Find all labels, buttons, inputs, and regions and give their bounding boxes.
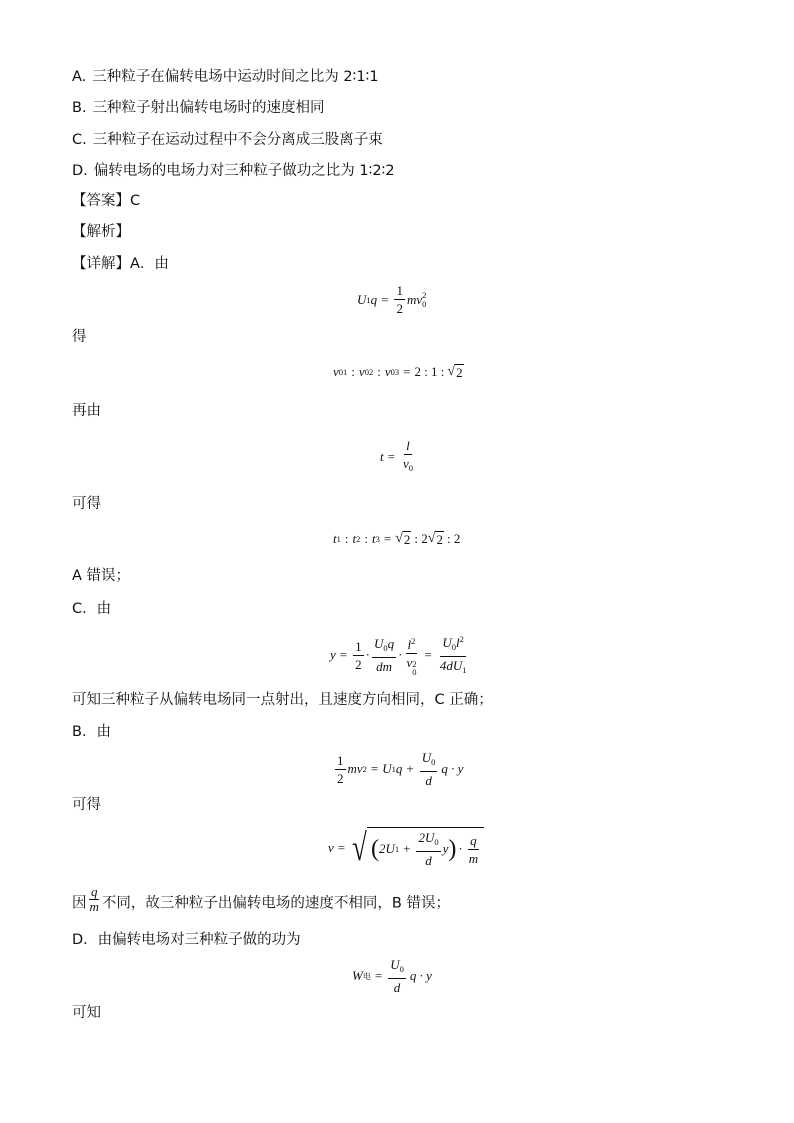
eq5-half	[353, 639, 364, 672]
eq7-v: v	[328, 839, 334, 855]
eq1-mv: mv	[406, 291, 423, 307]
eq4-root1: 2	[403, 532, 411, 547]
eq6-half-den: 2	[337, 770, 344, 786]
equation-work: W 电 = $\frac{U_0}{d}$ q · y	[352, 957, 432, 995]
b-conclusion	[72, 884, 450, 914]
eq6-plus: +	[406, 761, 414, 776]
b-intro: B．由	[72, 724, 111, 740]
b-conclusion-pre: 因	[72, 895, 87, 912]
eq3-fraction	[401, 438, 415, 476]
eq8-w-sub: 电	[362, 971, 371, 981]
eq7-y: y	[442, 841, 449, 856]
d-intro: D．由偏转电场对三种粒子做的功为	[72, 932, 301, 948]
eq7-f-sub: 0	[434, 837, 439, 847]
eq1-sup: 2	[422, 289, 427, 300]
eq5-f4-u: U	[442, 635, 452, 650]
option-b	[72, 98, 325, 118]
eq5-f2-q: q	[387, 636, 395, 651]
eq7-plus: +	[403, 841, 411, 856]
eq7-qm	[467, 833, 480, 866]
eq6-mv: mv	[347, 761, 363, 776]
eq4-t2: t	[352, 531, 357, 546]
eq1-equals: =	[381, 291, 389, 307]
eq6-half-num: 1	[337, 752, 344, 768]
eq4-end: : 2	[446, 531, 461, 546]
option-a-text: 三种粒子在偏转电场中运动时间之比为 2∶1∶1	[92, 69, 379, 85]
eq6-f-sub: 0	[431, 757, 436, 767]
eq5-f4-den-sub: 1	[462, 665, 467, 675]
eq2-ratio: 2 : 1 :	[414, 364, 445, 379]
inline-q-over-m	[88, 885, 101, 914]
eq6-half	[335, 753, 346, 786]
eq5-f3-v: v	[406, 655, 413, 670]
eq5-half-num: 1	[355, 638, 362, 654]
eq5-f3-l: l	[407, 637, 412, 652]
eq5-f4-den: 4dU	[439, 658, 463, 673]
eq2-s1: 01	[338, 367, 348, 377]
eq4-s3: 3	[375, 534, 380, 544]
eq7-2u1-sub: 1	[394, 844, 400, 854]
eq5-frac4	[438, 632, 469, 678]
eq3-den-sub: 0	[408, 463, 413, 473]
option-d-text: 偏转电场的电场力对三种粒子做功之比为 1∶2∶2	[93, 163, 395, 179]
eq8-w: W	[352, 968, 363, 983]
b-conclusion-post: 不同，故三种粒子出偏转电场的速度不相同，B 错误；	[101, 895, 450, 912]
eq2-root: 2	[456, 365, 463, 380]
eq8-qy: q · y	[409, 968, 432, 983]
equation-velocity: v = √ ( 2U 1 + $\frac{2U_0}{d}$ y ) · $\frac{q}{m}$	[328, 827, 484, 868]
answer-label: 【答案】C	[72, 193, 141, 209]
eq5-f4-l: l	[456, 635, 460, 650]
eq1-den: 2	[396, 301, 403, 316]
eq7-f-u: 2U	[418, 830, 435, 845]
equation-energy	[357, 283, 426, 316]
eq6-frac	[420, 750, 438, 788]
word-de: 得	[72, 329, 87, 345]
inline-q: q	[90, 884, 98, 899]
eq4-s2: 2	[356, 534, 361, 544]
eq6-q: q	[395, 761, 403, 776]
eq1-sub: 0	[422, 298, 427, 309]
eq5-f3-den-sub: 0	[412, 667, 417, 677]
option-a	[72, 67, 379, 87]
eq4-s1: 1	[336, 534, 341, 544]
option-b-text: 三种粒子射出偏转电场时的速度相同	[92, 100, 325, 116]
eq6-f-u: U	[421, 750, 432, 765]
eq8-f-u: U	[390, 957, 400, 972]
eq3-t: t	[380, 449, 384, 464]
eq4-t3: t	[372, 531, 376, 546]
eq5-half-den: 2	[355, 656, 362, 672]
eq5-f2-den: dm	[376, 659, 392, 674]
option-d-letter: D.	[72, 163, 88, 179]
eq7-g-num: q	[470, 832, 477, 848]
eq5-y: y	[330, 647, 336, 662]
eq8-frac	[388, 957, 406, 995]
word-kede-1: 可得	[72, 496, 101, 512]
eq5-f2-sub: 0	[383, 643, 388, 653]
c-conclusion: 可知三种粒子从偏转电场同一点射出，且速度方向相同，C 正确；	[72, 692, 493, 708]
eq2-s2: 02	[364, 367, 374, 377]
eq5-f2-u: U	[373, 636, 384, 651]
detail-intro: 【详解】A．由	[72, 256, 169, 272]
equation-time: t = $\frac{l}{v_0}$	[380, 438, 417, 476]
word-kede-2: 可得	[72, 797, 101, 813]
eq1-lhs-q: q	[370, 291, 378, 307]
eq2-v2: v	[358, 364, 365, 379]
a-conclusion: A 错误；	[72, 568, 131, 584]
eq5-f3-den-sup: 2	[412, 659, 417, 669]
eq7-radical: √ ( 2U 1 + $\frac{2U_0}{d}$ y ) · $\frac{q}{m}$	[349, 827, 484, 868]
equation-deflection: y = $\frac{1}{2}$ · $\frac{U_0q}{dm}$ · $l^2$ v 2 0 = $\frac{U_0l^2}{4dU_1}$	[330, 634, 467, 677]
analysis-label: 【解析】	[72, 224, 130, 240]
eq6-u1: U	[382, 761, 392, 776]
eq4-root2: 2	[436, 532, 443, 547]
option-b-letter: B.	[72, 100, 87, 116]
eq6-u1-sub: 1	[391, 764, 396, 774]
eq5-f4-sub: 0	[451, 642, 457, 652]
eq6-f-den: d	[425, 773, 432, 788]
eq7-2u1: 2U	[378, 841, 395, 856]
equation-time-ratio: t 1 : t 2 : t 3 = √ 2 : 2 √ 2 : 2	[333, 531, 461, 547]
word-zaiyou: 再由	[72, 403, 101, 419]
option-d	[72, 161, 395, 181]
option-c-letter: C.	[72, 132, 87, 148]
eq1-lhs: U	[357, 291, 367, 307]
eq2-s3: 03	[390, 367, 400, 377]
eq3-num: l	[406, 438, 410, 453]
eq1-lhs-sub: 1	[366, 294, 371, 305]
equation-energy-b: $\frac{1}{2}$ mv 2 = U 1 q + $\frac{U_0}{d}$ q · y	[337, 750, 464, 788]
inline-m: m	[89, 899, 99, 914]
equation-velocity-ratio: v 01 : v 02 : v 03 = 2 : 1 : √ 2	[333, 364, 463, 380]
option-a-letter: A.	[72, 69, 87, 85]
option-c	[72, 130, 383, 150]
eq4-t1: t	[333, 531, 337, 546]
eq4-mid: : 2	[414, 531, 428, 546]
eq5-frac2	[372, 636, 396, 674]
eq7-f-den: d	[425, 853, 432, 868]
eq7-g-den: m	[468, 850, 479, 866]
eq1-fraction	[394, 283, 405, 316]
eq2-v3: v	[384, 364, 391, 379]
eq8-f-sub: 0	[399, 964, 404, 974]
option-c-text: 三种粒子在运动过程中不会分离成三股离子束	[92, 132, 383, 148]
eq5-f3-sup: 2	[411, 636, 416, 646]
c-intro: C．由	[72, 601, 112, 617]
eq6-mv-sup: 2	[362, 764, 367, 774]
eq7-frac	[416, 830, 440, 868]
eq5-frac3	[404, 634, 418, 676]
eq8-f-den: d	[393, 980, 401, 995]
eq1-num: 1	[396, 283, 403, 298]
eq6-qy: q · y	[441, 761, 464, 776]
eq2-v1: v	[333, 364, 339, 379]
eq5-f4-sup: 2	[459, 634, 464, 644]
word-kezhi: 可知	[72, 1005, 101, 1021]
eq3-den: v	[402, 456, 409, 471]
